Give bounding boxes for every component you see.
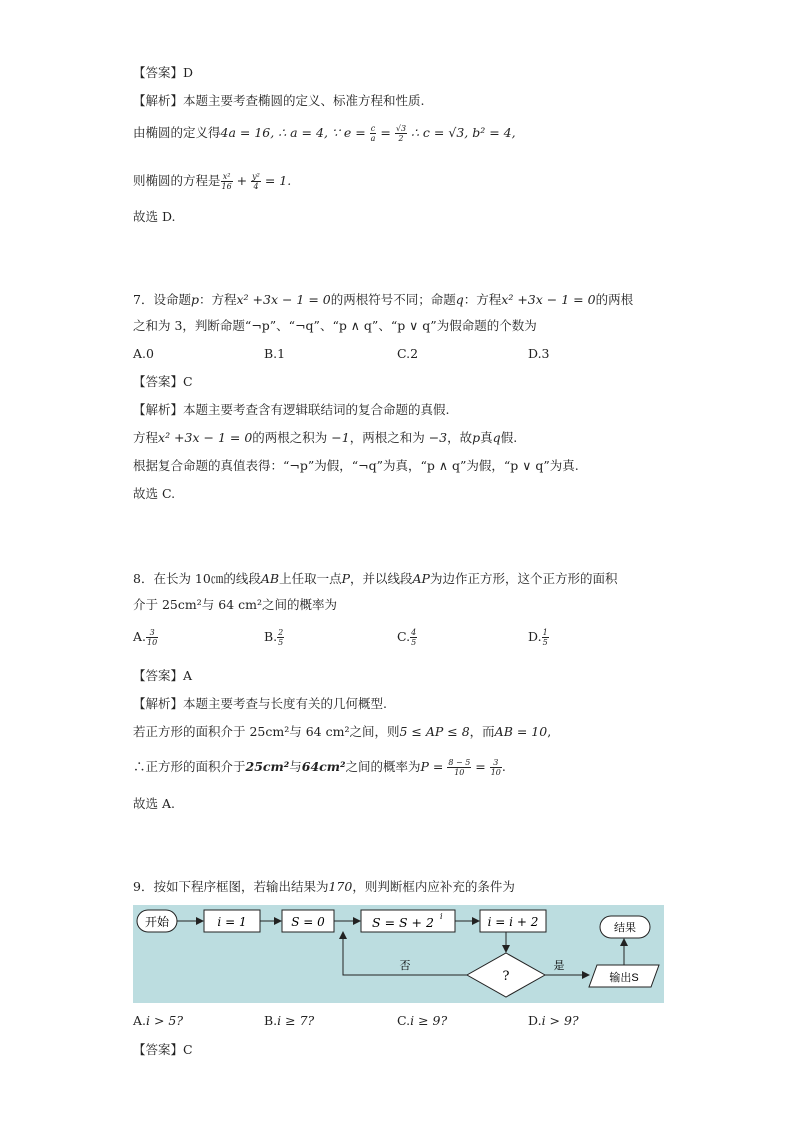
q9-option-c: C.i ≥ 9? xyxy=(397,1013,448,1028)
fraction: $\frac{\text{y²}}{4}$ xyxy=(252,172,260,191)
q6-choose: 故选 D. xyxy=(133,209,176,224)
q9-option-b: B.i ≥ 7? xyxy=(264,1013,315,1028)
q8-solution-line1: 若正方形的面积介于 25cm²与 64 cm²之间，则5 ≤ AP ≤ 8，而AB = 10, xyxy=(133,724,552,739)
q8-analysis: 【解析】本题主要考查与长度有关的几何概型. xyxy=(133,696,387,711)
no-label: 否 xyxy=(399,960,411,972)
q6-answer: 【答案】D xyxy=(133,65,194,80)
q7-solution-line1: 方程x² +3x − 1 = 0的两根之积为 −1，两根之和为 −3，故p真q假. xyxy=(133,430,518,445)
q8-option-c: C. $\frac{4}{5}$ xyxy=(397,628,417,647)
q8-option-d: D. $\frac{1}{5}$ xyxy=(528,628,548,647)
q7-answer: 【答案】C xyxy=(133,374,193,389)
decision-label: ? xyxy=(502,969,510,984)
q9-answer: 【答案】C xyxy=(133,1042,193,1057)
fraction: $\frac{\text{x²}}{16}$ xyxy=(221,172,232,191)
q6-solution-line1: 由椭圆的定义得4a = 16, ∴ a = 4, ∵ e = $\frac{c}{a}$ = $\frac{√3}{2}$ ∴ c = √3, b² = 4, xyxy=(133,124,516,143)
q7-analysis: 【解析】本题主要考查含有逻辑联结词的复合命题的真假. xyxy=(133,402,450,417)
q8-option-b: B. $\frac{2}{5}$ xyxy=(264,628,284,647)
q7-stem-line1: 7．设命题p：方程x² +3x − 1 = 0的两根符号不同；命题q：方程x² +3x − 1 = 0的两根 xyxy=(133,292,634,307)
q8-option-a: A. $\frac{3}{10}$ xyxy=(133,628,158,647)
yes-label: 是 xyxy=(553,960,565,972)
q7-choose: 故选 C. xyxy=(133,486,176,501)
q7-option-a: A.0 xyxy=(133,346,154,361)
q8-stem-line1: 8．在长为 10㎝的线段AB上任取一点P，并以线段AP为边作正方形，这个正方形的面积 xyxy=(133,571,618,586)
start-label: 开始 xyxy=(144,915,170,929)
init-s-label: S = 0 xyxy=(291,915,325,929)
end-label: 结果 xyxy=(614,922,636,934)
q9-option-d: D.i > 9? xyxy=(528,1013,579,1028)
accumulate-exponent: i xyxy=(440,912,443,921)
q6-solution-line2: 则椭圆的方程是 $\frac{\text{x²}}{16}$ + $\frac{\text{y²}}{4}$ = 1. xyxy=(133,172,292,191)
init-i-label: i = 1 xyxy=(217,915,247,929)
q7-option-c: C.2 xyxy=(397,346,419,361)
flowchart xyxy=(133,905,664,1003)
output-label: 输出S xyxy=(609,972,639,984)
q9-stem: 9．按如下程序框图，若输出结果为170，则判断框内应补充的条件为 xyxy=(133,879,515,894)
q8-stem-line2: 介于 25cm²与 64 cm²之间的概率为 xyxy=(133,597,337,612)
q9-option-a: A.i > 5? xyxy=(133,1013,184,1028)
accumulate-label: S = S + 2 xyxy=(372,915,434,930)
fraction: $\frac{c}{a}$ xyxy=(370,124,376,143)
fraction: $\frac{√3}{2}$ xyxy=(395,124,407,143)
q6-analysis: 【解析】本题主要考查椭圆的定义、标准方程和性质. xyxy=(133,93,425,108)
q8-answer: 【答案】A xyxy=(133,668,193,683)
q7-option-b: B.1 xyxy=(264,346,286,361)
q7-option-d: D.3 xyxy=(528,346,550,361)
q7-solution-line2: 根据复合命题的真值表得：“¬p”为假，“¬q”为真，“p ∧ q”为假，“p ∨ q”为真. xyxy=(133,458,579,473)
q8-solution-line2: ∴正方形的面积介于25cm²与64cm²之间的概率为P = $\frac{8 - 5}{10}$ = $\frac{3}{10}$ . xyxy=(133,758,506,777)
increment-label: i = i + 2 xyxy=(487,915,539,929)
q8-choose: 故选 A. xyxy=(133,796,175,811)
q7-stem-line2: 之和为 3，判断命题“¬p”、“¬q”、“p ∧ q”、“p ∨ q”为假命题的个数为 xyxy=(133,318,537,333)
